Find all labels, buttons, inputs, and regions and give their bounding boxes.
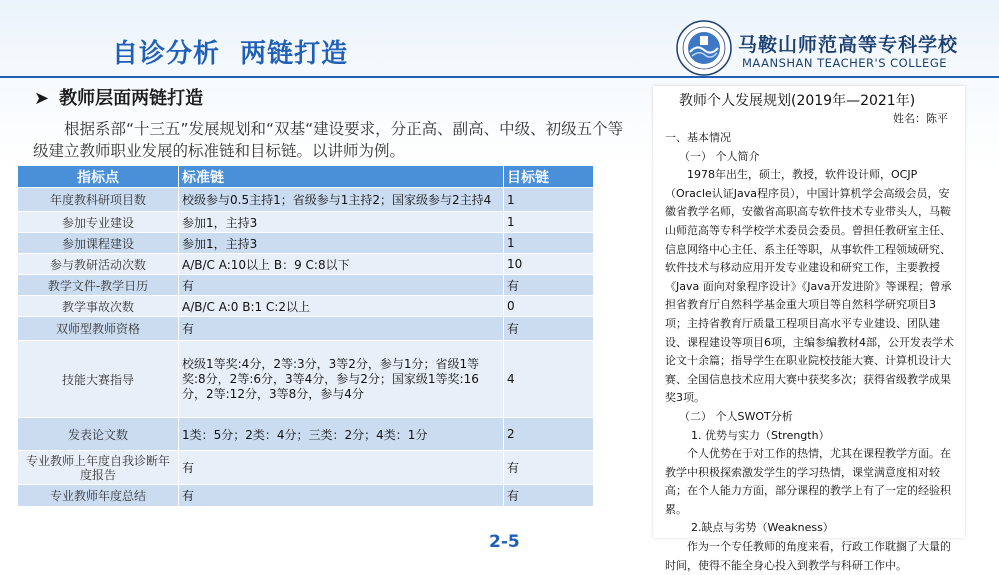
- development-plan-document: [653, 86, 965, 572]
- school-name-cn: 马鞍山师范高等专科学校: [738, 34, 959, 56]
- document-subheading: （一） 个人简介: [679, 149, 760, 163]
- target-cell: 有: [504, 485, 594, 507]
- table-row: [18, 485, 594, 507]
- table-header-row: [18, 166, 594, 188]
- table-row: [18, 317, 594, 341]
- document-subheading: （二） 个人SWOT分析: [679, 409, 793, 423]
- target-cell: 1: [504, 188, 594, 212]
- slide-title: 自诊分析 两链打造: [112, 39, 349, 69]
- indicator-cell: 专业教师上年度自我诊断年度报告: [18, 451, 179, 485]
- target-cell: 有: [504, 275, 594, 296]
- indicator-cell: 参加课程建设: [18, 233, 179, 254]
- target-cell: 有: [504, 317, 594, 341]
- indicator-cell: 教学事故次数: [18, 296, 179, 317]
- table-row: [18, 188, 594, 212]
- table-header-target: 目标链: [504, 166, 594, 188]
- table-row: [18, 212, 594, 233]
- table-row: [18, 254, 594, 275]
- document-subheading: 2.缺点与劣势（Weakness）: [691, 521, 834, 535]
- document-subheading: 1. 优势与实力（Strength）: [691, 428, 830, 442]
- school-name-en: MAANSHAN TEACHER'S COLLEGE: [742, 56, 947, 70]
- indicator-table: [18, 166, 594, 507]
- target-cell: 10: [504, 254, 594, 275]
- chevron-right-icon: ➤: [34, 88, 50, 109]
- target-cell: 有: [504, 451, 594, 485]
- standard-cell: 有: [179, 317, 504, 341]
- table-header-standard: 标准链: [179, 166, 504, 188]
- college-logo-icon: [676, 20, 732, 76]
- document-paragraph: 1978年出生，硕士，教授，软件设计师，OCJP（Oracle认证Java程序员），中国计算机学会高级会员，安徽省教学名师，安徽省高职高专软件技术专业带头人，马鞍山师范高等专科学校学术委员会委员。曾担任教研室主任、信息网络中心主任、系主任等职，从事软件工程领域研究、软件技术与移动应用开发专业建设和研究工作，主要教授《Java 面向对象程序设计》《Java开发进阶》等课程；曾承担省教育厅自然科学基金重大项目等自然科学研究项目3项；主持省教育厅质量工程项目高水平专业建设、团队建设、课程建设等项目6项，主编参编教材4部，公开发表学术论文十余篇；指导学生在职业院校技能大赛、计算机设计大赛、全国信息技术应用大赛中获奖多次；获得省级教学成果奖3项。: [665, 168, 954, 405]
- section-heading: [34, 84, 203, 110]
- indicator-cell: 参加专业建设: [18, 212, 179, 233]
- table-row: [18, 451, 594, 485]
- indicator-cell: 年度教科研项目数: [18, 188, 179, 212]
- target-cell: 1: [504, 233, 594, 254]
- standard-cell: 1类：5分；2类：4分；三类：2分；4类：1分: [179, 418, 504, 451]
- document-paragraph: 作为一个专任教师的角度来看，行政工作耽搁了大量的时间，使得不能全身心投入到教学与科研工作中。: [665, 540, 951, 572]
- target-cell: 4: [504, 341, 594, 418]
- document-section-heading: 一、基本情况: [665, 131, 731, 144]
- standard-cell: 有: [179, 275, 504, 296]
- indicator-cell: 技能大赛指导: [18, 341, 179, 418]
- document-author: 姓名：陈平: [893, 112, 948, 125]
- indicator-cell: 专业教师年度总结: [18, 485, 179, 507]
- page-number: 2-5: [489, 532, 520, 552]
- table-row: [18, 418, 594, 451]
- document-paragraph: 个人优势在于对工作的热情，尤其在课程教学方面。在教学中积极探索激发学生的学习热情，课堂满意度相对较高；在个人能力方面，部分课程的教学上有了一定的经验积累。: [665, 447, 951, 516]
- standard-cell: 有: [179, 451, 504, 485]
- indicator-cell: 教学文件-教学日历: [18, 275, 179, 296]
- table-row: [18, 296, 594, 317]
- document-body: [665, 129, 955, 575]
- standard-cell: 参加1，主持3: [179, 212, 504, 233]
- indicator-cell: 参与教研活动次数: [18, 254, 179, 275]
- table-row: [18, 275, 594, 296]
- standard-cell: 校级1等奖:4分，2等:3分，3等2分，参与1分；省级1等奖:8分，2等:6分，3等4分，参与2分；国家级1等奖:16分，2等:12分，3等8分，参与4分: [179, 341, 504, 418]
- header-divider: [0, 76, 999, 78]
- target-cell: 0: [504, 296, 594, 317]
- standard-cell: A/B/C A:10以上 B：9 C:8以下: [179, 254, 504, 275]
- table-row: [18, 341, 594, 418]
- indicator-cell: 发表论文数: [18, 418, 179, 451]
- standard-cell: 校级参与0.5主持1；省级参与1主持2；国家级参与2主持4: [179, 188, 504, 212]
- table-header-indicator: 指标点: [18, 166, 179, 188]
- intro-paragraph: 根据系部“十三五”发展规划和“双基“建设要求，分正高、副高、中级、初级五个等级建立教师职业发展的标准链和目标链。以讲师为例。: [33, 120, 624, 160]
- document-title: 教师个人发展规划(2019年—2021年): [679, 93, 916, 109]
- section-heading-text: 教师层面两链打造: [59, 88, 204, 109]
- indicator-cell: 双师型教师资格: [18, 317, 179, 341]
- table-row: [18, 233, 594, 254]
- standard-cell: A/B/C A:0 B:1 C:2以上: [179, 296, 504, 317]
- standard-cell: 有: [179, 485, 504, 507]
- target-cell: 2: [504, 418, 594, 451]
- target-cell: 1: [504, 212, 594, 233]
- standard-cell: 参加1，主持3: [179, 233, 504, 254]
